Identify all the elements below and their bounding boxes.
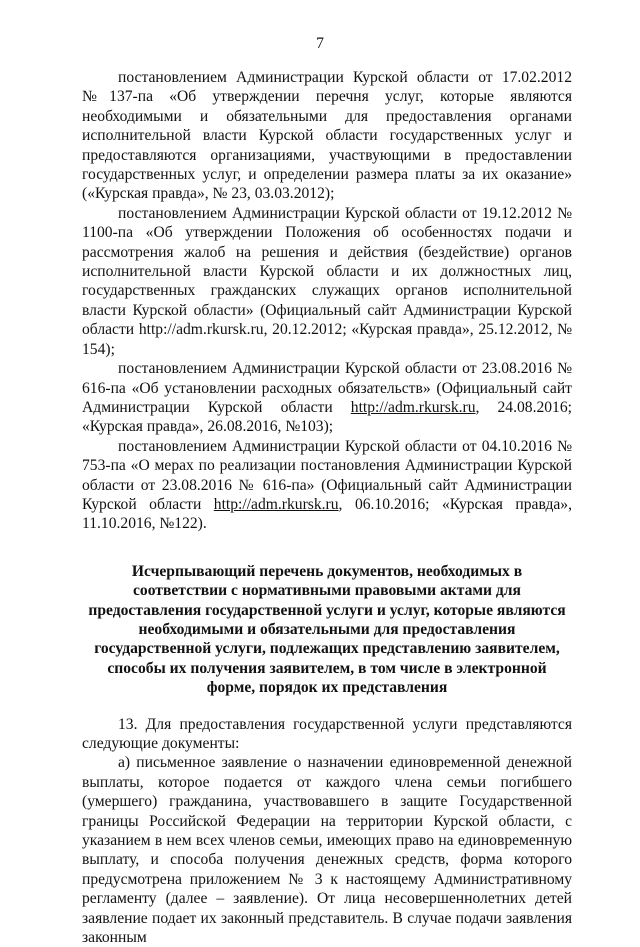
site-link[interactable]: http://adm.rkursk.ru [213,495,339,513]
paragraph-item-13: 13. Для предоставления государственной услуги представляются следующие документы: [82,715,572,752]
paragraph-decree-753: постановлением Администрации Курской области от 04.10.2016 № 753-па «О мерах по реализации постановления Администрации Курской области от 23.08.2016 № 616-па» (Официальный сайт Администрации Курской области http://adm.rkursk.ru, 06.10.2016; «Курская правда», 11.10.2016, №122). [82,437,572,533]
site-link[interactable]: http://adm.rkursk.ru [350,398,476,416]
page-corner-mark [596,888,626,900]
section-heading: Исчерпывающий перечень документов, необходимых в соответствии с нормативными правовыми актами для предоставления государственной услуги и услуг, которые являются необходимыми и обязательными для предоставления государственной услуги, подлежащих представлению заявителем, способы их получения заявителем, в том числе в электронной форме, порядок их представления [88,562,566,697]
paragraph-decree-137: постановлением Администрации Курской области от 17.02.2012 №137-па «Об утверждении перечня услуг, которые являются необходимыми и обязательными для предоставления органами исполнительной власти Курской области государственных услуг и предоставляются организациями, участвующими в предоставлении государственных услуг, и определении размера платы за их оказание» («Курская правда», № 23, 03.03.2012); [82,69,572,203]
paragraph-decree-616: постановлением Администрации Курской области от 23.08.2016 № 616-па «Об установлении расходных обязательств» (Официальный сайт Администрации Курской области http://adm.rkursk.ru, 24.08.2016; «Курская правда», 26.08.2016, №103); [82,360,572,436]
paragraph-item-13a: а) письменное заявление о назначении единовременной денежной выплаты, которое подается от каждого члена семьи погибшего (умершего) гражданина, участвовавшего в защите Государственной границы Российской Федерации на территории Курской области, с указанием в нем всех членов семьи, имеющих право на единовременную выплату, и способа получения денежных средств, форма которого предусмотрена приложением № 3 к настоящему Административному регламенту (далее – заявление). От лица несовершеннолетних детей заявление подает их законный представитель. В случае подачи заявления законным [82,754,572,947]
paragraph-decree-1100: постановлением Администрации Курской области от 19.12.2012 № 1100-па «Об утверждении Положения об особенностях подачи и рассмотрения жалоб на решения и действия (бездействие) органов исполнительной власти Курской области и их должностных лиц, государственных гражданских служащих органов исполнительной власти Курской области» (Официальный сайт Администрации Курской области http://adm.rkursk.ru, 20.12.2012; «Курская правда», 25.12.2012, № 154); [82,204,572,358]
page-number: 7 [316,35,324,52]
document-body [82,68,572,947]
